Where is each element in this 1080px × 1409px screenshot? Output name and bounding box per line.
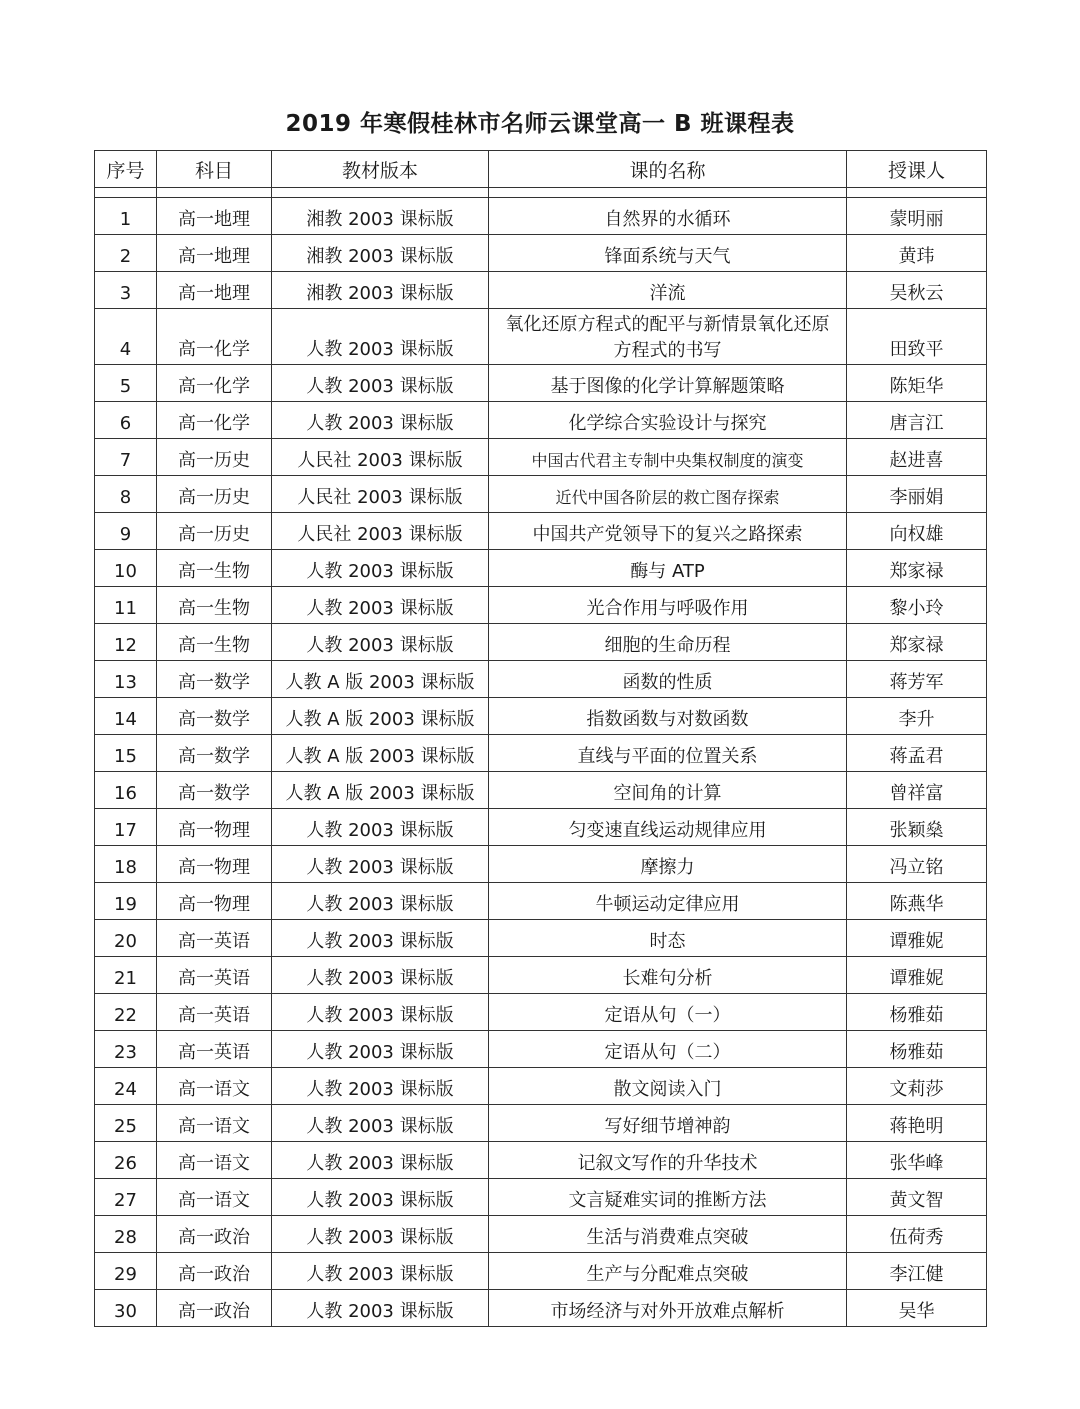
row-number: 18 (95, 846, 157, 883)
subject-cell: 高一地理 (157, 272, 272, 309)
table-row (95, 920, 987, 957)
table-row (95, 365, 987, 402)
row-number: 24 (95, 1068, 157, 1105)
table-row (95, 439, 987, 476)
row-number: 21 (95, 957, 157, 994)
edition-cell: 人教 2003 课标版 (272, 365, 489, 402)
subject-cell: 高一语文 (157, 1179, 272, 1216)
table-row (95, 1105, 987, 1142)
subject-cell: 高一英语 (157, 1031, 272, 1068)
teacher-cell: 黄文智 (847, 1179, 987, 1216)
table-row (95, 772, 987, 809)
teacher-cell: 文莉莎 (847, 1068, 987, 1105)
teacher-cell: 唐言江 (847, 402, 987, 439)
edition-cell: 人教 2003 课标版 (272, 957, 489, 994)
table-row (95, 1253, 987, 1290)
row-number: 10 (95, 550, 157, 587)
teacher-cell: 赵进喜 (847, 439, 987, 476)
row-number: 2 (95, 235, 157, 272)
teacher-cell: 杨雅茹 (847, 994, 987, 1031)
edition-cell: 湘教 2003 课标版 (272, 198, 489, 235)
edition-cell: 人教 A 版 2003 课标版 (272, 772, 489, 809)
table-row (95, 1290, 987, 1327)
table-row (95, 235, 987, 272)
row-number: 29 (95, 1253, 157, 1290)
header-no: 序号 (95, 151, 157, 188)
table-row (95, 957, 987, 994)
teacher-cell: 谭雅妮 (847, 957, 987, 994)
edition-cell: 人教 2003 课标版 (272, 1179, 489, 1216)
table-row (95, 846, 987, 883)
subject-cell: 高一政治 (157, 1290, 272, 1327)
course-name-cell: 市场经济与对外开放难点解析 (489, 1290, 847, 1327)
course-name-cell: 定语从句（二） (489, 1031, 847, 1068)
course-name-cell: 酶与 ATP (489, 550, 847, 587)
edition-cell: 人教 2003 课标版 (272, 550, 489, 587)
table-row (95, 272, 987, 309)
teacher-cell: 李升 (847, 698, 987, 735)
header-spacer-row (95, 188, 987, 198)
subject-cell: 高一数学 (157, 661, 272, 698)
edition-cell: 人教 2003 课标版 (272, 883, 489, 920)
edition-cell: 人民社 2003 课标版 (272, 439, 489, 476)
subject-cell: 高一语文 (157, 1068, 272, 1105)
course-name-cell: 中国古代君主专制中央集权制度的演变 (489, 439, 847, 476)
course-name-cell: 文言疑难实词的推断方法 (489, 1179, 847, 1216)
edition-cell: 人教 2003 课标版 (272, 1290, 489, 1327)
course-name-cell: 直线与平面的位置关系 (489, 735, 847, 772)
edition-cell: 人教 2003 课标版 (272, 920, 489, 957)
teacher-cell: 黄玮 (847, 235, 987, 272)
course-name-cell: 匀变速直线运动规律应用 (489, 809, 847, 846)
subject-cell: 高一政治 (157, 1216, 272, 1253)
teacher-cell: 陈矩华 (847, 365, 987, 402)
table-row (95, 624, 987, 661)
course-name-cell: 牛顿运动定律应用 (489, 883, 847, 920)
row-number: 4 (95, 309, 157, 365)
table-row (95, 661, 987, 698)
page-title: 2019 年寒假桂林市名师云课堂高一 B 班课程表 (285, 111, 795, 137)
subject-cell: 高一数学 (157, 772, 272, 809)
edition-cell: 人教 2003 课标版 (272, 1216, 489, 1253)
teacher-cell: 蒙明丽 (847, 198, 987, 235)
table-row (95, 698, 987, 735)
subject-cell: 高一物理 (157, 846, 272, 883)
course-name-cell: 化学综合实验设计与探究 (489, 402, 847, 439)
header-edition: 教材版本 (272, 151, 489, 188)
teacher-cell: 陈燕华 (847, 883, 987, 920)
teacher-cell: 谭雅妮 (847, 920, 987, 957)
header-course: 课的名称 (489, 151, 847, 188)
table-row (95, 809, 987, 846)
subject-cell: 高一化学 (157, 402, 272, 439)
row-number: 19 (95, 883, 157, 920)
subject-cell: 高一语文 (157, 1142, 272, 1179)
table-row (95, 994, 987, 1031)
edition-cell: 人民社 2003 课标版 (272, 476, 489, 513)
table-row (95, 1142, 987, 1179)
edition-cell: 人教 2003 课标版 (272, 587, 489, 624)
row-number: 20 (95, 920, 157, 957)
row-number: 28 (95, 1216, 157, 1253)
teacher-cell: 杨雅茹 (847, 1031, 987, 1068)
subject-cell: 高一历史 (157, 476, 272, 513)
edition-cell: 人教 2003 课标版 (272, 1031, 489, 1068)
course-name-cell: 生产与分配难点突破 (489, 1253, 847, 1290)
course-name-cell: 锋面系统与天气 (489, 235, 847, 272)
edition-cell: 人教 2003 课标版 (272, 309, 489, 365)
schedule-table (94, 150, 987, 1327)
edition-cell: 人教 A 版 2003 课标版 (272, 698, 489, 735)
subject-cell: 高一化学 (157, 365, 272, 402)
subject-cell: 高一物理 (157, 809, 272, 846)
teacher-cell: 李江健 (847, 1253, 987, 1290)
subject-cell: 高一物理 (157, 883, 272, 920)
course-name-cell: 时态 (489, 920, 847, 957)
course-name-cell: 长难句分析 (489, 957, 847, 994)
edition-cell: 湘教 2003 课标版 (272, 272, 489, 309)
teacher-cell: 田致平 (847, 309, 987, 365)
edition-cell: 人教 2003 课标版 (272, 846, 489, 883)
course-name-cell: 空间角的计算 (489, 772, 847, 809)
row-number: 11 (95, 587, 157, 624)
row-number: 16 (95, 772, 157, 809)
table-row (95, 1031, 987, 1068)
teacher-cell: 伍荷秀 (847, 1216, 987, 1253)
row-number: 1 (95, 198, 157, 235)
edition-cell: 人教 2003 课标版 (272, 1105, 489, 1142)
table-header-row (95, 151, 987, 188)
teacher-cell: 张颖燊 (847, 809, 987, 846)
teacher-cell: 冯立铭 (847, 846, 987, 883)
edition-cell: 人教 2003 课标版 (272, 624, 489, 661)
row-number: 15 (95, 735, 157, 772)
table-row (95, 476, 987, 513)
course-name-cell: 氧化还原方程式的配平与新情景氧化还原方程式的书写 (489, 309, 847, 365)
row-number: 23 (95, 1031, 157, 1068)
row-number: 30 (95, 1290, 157, 1327)
table-row (95, 1068, 987, 1105)
row-number: 27 (95, 1179, 157, 1216)
row-number: 8 (95, 476, 157, 513)
subject-cell: 高一历史 (157, 513, 272, 550)
edition-cell: 人教 2003 课标版 (272, 402, 489, 439)
header-teacher: 授课人 (847, 151, 987, 188)
edition-cell: 人教 2003 课标版 (272, 809, 489, 846)
teacher-cell: 曾祥富 (847, 772, 987, 809)
table-body (95, 198, 987, 1327)
row-number: 6 (95, 402, 157, 439)
course-name-cell: 洋流 (489, 272, 847, 309)
header-subject: 科目 (157, 151, 272, 188)
subject-cell: 高一历史 (157, 439, 272, 476)
subject-cell: 高一地理 (157, 235, 272, 272)
subject-cell: 高一英语 (157, 994, 272, 1031)
course-name-cell: 定语从句（一） (489, 994, 847, 1031)
teacher-cell: 蒋艳明 (847, 1105, 987, 1142)
table-row (95, 198, 987, 235)
row-number: 25 (95, 1105, 157, 1142)
course-name-cell: 摩擦力 (489, 846, 847, 883)
course-name-cell: 自然界的水循环 (489, 198, 847, 235)
course-name-cell: 光合作用与呼吸作用 (489, 587, 847, 624)
row-number: 5 (95, 365, 157, 402)
edition-cell: 湘教 2003 课标版 (272, 235, 489, 272)
subject-cell: 高一数学 (157, 735, 272, 772)
edition-cell: 人教 2003 课标版 (272, 994, 489, 1031)
edition-cell: 人教 2003 课标版 (272, 1142, 489, 1179)
table-row (95, 402, 987, 439)
table-row (95, 550, 987, 587)
teacher-cell: 李丽娟 (847, 476, 987, 513)
table-row (95, 735, 987, 772)
teacher-cell: 蒋芳军 (847, 661, 987, 698)
teacher-cell: 郑家禄 (847, 624, 987, 661)
table-row (95, 587, 987, 624)
row-number: 12 (95, 624, 157, 661)
edition-cell: 人教 A 版 2003 课标版 (272, 661, 489, 698)
teacher-cell: 蒋孟君 (847, 735, 987, 772)
subject-cell: 高一化学 (157, 309, 272, 365)
edition-cell: 人教 2003 课标版 (272, 1253, 489, 1290)
subject-cell: 高一生物 (157, 587, 272, 624)
teacher-cell: 黎小玲 (847, 587, 987, 624)
course-name-cell: 近代中国各阶层的救亡图存探索 (489, 476, 847, 513)
teacher-cell: 吴华 (847, 1290, 987, 1327)
subject-cell: 高一英语 (157, 957, 272, 994)
course-name-cell: 细胞的生命历程 (489, 624, 847, 661)
edition-cell: 人教 2003 课标版 (272, 1068, 489, 1105)
edition-cell: 人教 A 版 2003 课标版 (272, 735, 489, 772)
row-number: 14 (95, 698, 157, 735)
edition-cell: 人民社 2003 课标版 (272, 513, 489, 550)
table-row (95, 1216, 987, 1253)
course-name-cell: 散文阅读入门 (489, 1068, 847, 1105)
course-name-cell: 函数的性质 (489, 661, 847, 698)
teacher-cell: 郑家禄 (847, 550, 987, 587)
subject-cell: 高一生物 (157, 624, 272, 661)
teacher-cell: 张华峰 (847, 1142, 987, 1179)
subject-cell: 高一生物 (157, 550, 272, 587)
subject-cell: 高一政治 (157, 1253, 272, 1290)
subject-cell: 高一数学 (157, 698, 272, 735)
course-name-cell: 生活与消费难点突破 (489, 1216, 847, 1253)
course-name-cell: 中国共产党领导下的复兴之路探索 (489, 513, 847, 550)
subject-cell: 高一语文 (157, 1105, 272, 1142)
teacher-cell: 向权雄 (847, 513, 987, 550)
row-number: 22 (95, 994, 157, 1031)
teacher-cell: 吴秋云 (847, 272, 987, 309)
table-row (95, 309, 987, 365)
course-name-cell: 写好细节增神韵 (489, 1105, 847, 1142)
row-number: 17 (95, 809, 157, 846)
course-name-cell: 记叙文写作的升华技术 (489, 1142, 847, 1179)
row-number: 7 (95, 439, 157, 476)
row-number: 3 (95, 272, 157, 309)
course-name-cell: 指数函数与对数函数 (489, 698, 847, 735)
subject-cell: 高一英语 (157, 920, 272, 957)
row-number: 9 (95, 513, 157, 550)
table-row (95, 883, 987, 920)
row-number: 26 (95, 1142, 157, 1179)
course-name-cell: 基于图像的化学计算解题策略 (489, 365, 847, 402)
subject-cell: 高一地理 (157, 198, 272, 235)
row-number: 13 (95, 661, 157, 698)
table-row (95, 513, 987, 550)
table-row (95, 1179, 987, 1216)
